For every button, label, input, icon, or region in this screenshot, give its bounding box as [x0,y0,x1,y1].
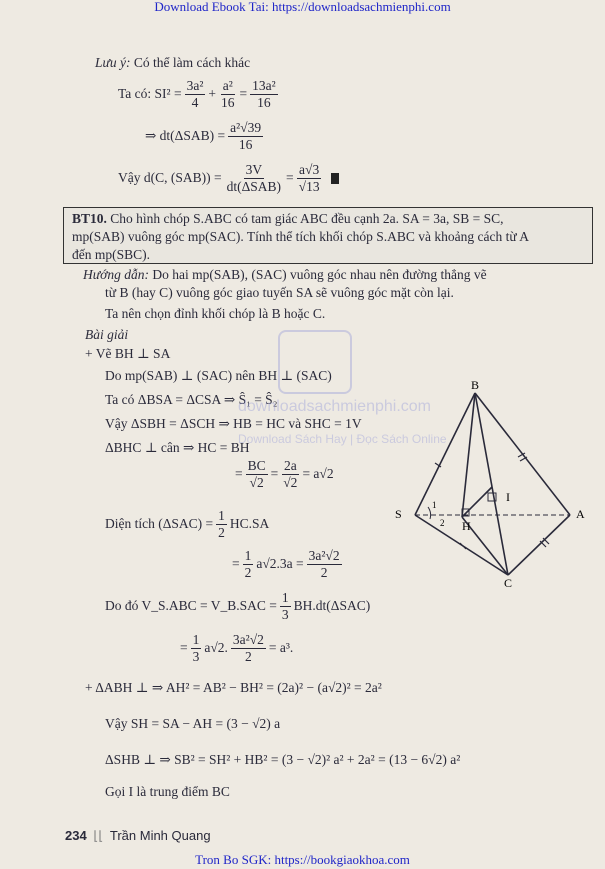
vay-fraction-2: $\frac{a√3}{√13}$ [298,162,320,194]
sol-line-12: Vậy SH = SA − AH = (3 − √2) a [105,716,281,731]
label-angle-1: 1 [432,500,437,510]
sol-line-5: ΔBHC ⊥ cân ⇒ HC = BH [105,440,250,455]
si-fraction-2: $\frac{\text{a²}}{16}$ [221,78,235,110]
dt-formula [145,120,266,152]
label-B: B [471,378,480,392]
sol-line-7: Diện tích (ΔSAC) = $\frac{1}{2}$ HC.SA [105,508,270,540]
note-text: Có thể làm cách khác [133,55,251,70]
label-C: C [504,576,513,590]
vay-fraction-1: $\frac{3V}{\text{dt(ΔSAB)}}$ [226,162,282,194]
guide-line-1 [83,267,487,283]
vay-prefix: Vậy d(C, (SAB)) = [118,170,222,186]
volume-fraction: $\frac{\text{3a²√2}}{2}$ [232,632,264,664]
si-formula [118,78,281,110]
note-line [95,55,250,71]
problem-box [63,207,593,264]
si-plus: + [208,86,216,102]
guide-line-3: Ta nên chọn đỉnh khối chóp là B hoặc C. [105,306,326,321]
solution-label: Bài giải [85,327,129,342]
label-S: S [395,507,402,521]
sol-line-1: + Vẽ BH ⊥ SA [85,346,171,361]
sol-line-14: Gọi I là trung điểm BC [105,784,230,799]
edge-CA [508,515,570,575]
author-name: Trần Minh Quang [109,828,211,843]
pyramid-figure [380,375,600,595]
segment-BH [462,393,475,517]
problem-text [72,210,550,264]
sol-line-9: Do đó V_S.ABC = V_B.SAC = $\frac{1}{3}$ BH.dt(ΔSAC) [105,590,371,622]
guide-text-1: Do hai mp(SAB), (SAC) vuông góc nhau nên đường thẳng vẽ [152,267,487,282]
vay-formula [118,162,339,194]
edge-BS [415,393,475,515]
sol-line-4: Vậy ΔSBH = ΔSCH ⇒ HB = HC và SHC = 1V [105,416,362,431]
watermark-line-1: downloadsachmienphi.com [238,398,431,415]
end-of-proof-icon [331,173,339,184]
si-eq: = [239,86,248,102]
separator-icon: ⌊⌊ [93,828,104,843]
segment-HI [462,487,492,517]
half-fraction: $\frac{1}{2}$ [218,508,225,540]
bc-over-root2: $\frac{BC}{√2}$ [247,458,266,490]
problem-label: BT10. [72,211,107,226]
si-fraction-3: $\frac{\text{13a²}}{16}$ [252,78,276,110]
vay-eq: = [286,170,294,186]
guide-label: Hướng dẫn: [83,267,149,282]
half-fraction-2: $\frac{1}{2}$ [244,548,252,580]
page-footer [65,828,211,844]
edge-BC [475,393,508,575]
area-fraction: $\frac{\text{3a²√2}}{2}$ [308,548,340,580]
dt-prefix: ⇒ dt(ΔSAB) = [145,128,226,144]
sol-line-13: ΔSHB ⊥ ⇒ SB² = SH² + HB² = (3 − √2)² a² + 2a² = (13 − 6√2) a² [105,752,461,767]
sol-line-6: = $\frac{BC}{√2}$ = $\frac{2a}{√2}$ = a√2 [235,458,334,490]
label-A: A [576,507,585,521]
label-angle-2: 2 [440,518,445,528]
sol-line-11: + ΔABH ⊥ ⇒ AH² = AB² − BH² = (2a)² − (a√2)² = 2a² [85,680,382,695]
sol-line-8: = $\frac{1}{2}$ a√2.3a = $\frac{\text{3a²√2}}{2}$ [232,548,340,580]
page-number: 234 [65,828,87,843]
footer-textbook-link[interactable]: Tron Bo SGK: https://bookgiaokhoa.com [195,852,410,867]
dt-fraction: $\frac{\text{a²√39}}{16}$ [230,120,262,152]
sol-line-10: = $\frac{1}{3}$ a√2. $\frac{\text{3a²√2}}{2}$ = a³. [180,632,294,664]
sol-line-2: Do mp(SAB) ⊥ (SAC) nên BH ⊥ (SAC) [105,368,332,383]
sol-line-3: Ta có ΔBSA = ΔCSA ⇒ Ŝ₁ = Ŝ₂ [105,392,278,407]
si-prefix: Ta có: SI² = [118,86,182,102]
header-download-link[interactable]: Download Ebook Tai: https://downloadsachmienphi.com [154,0,451,14]
si-fraction-1: $\frac{\text{3a²}}{4}$ [186,78,204,110]
third-fraction: $\frac{1}{3}$ [281,590,289,622]
third-fraction-2: $\frac{1}{3}$ [192,632,200,664]
guide-line-2: từ B (hay C) vuông góc giao tuyến SA sẽ vuông góc mặt còn lại. [105,285,454,300]
watermark-book-icon [278,330,352,394]
2a-over-root2: $\frac{2a}{√2}$ [283,458,298,490]
watermark-line-2: Download Sách Hay | Đọc Sách Online [238,432,447,446]
label-I: I [506,490,510,504]
problem-body: Cho hình chóp S.ABC có tam giác ABC đều cạnh 2a. SA = 3a, SB = SC, mp(SAB) vuông góc mp(SAC). Tính thể tích khối chóp S.ABC và khoảng cách từ A đến mp(SBC). [72,211,529,262]
label-H: H [462,519,471,533]
note-label: Lưu ý: [95,55,131,70]
